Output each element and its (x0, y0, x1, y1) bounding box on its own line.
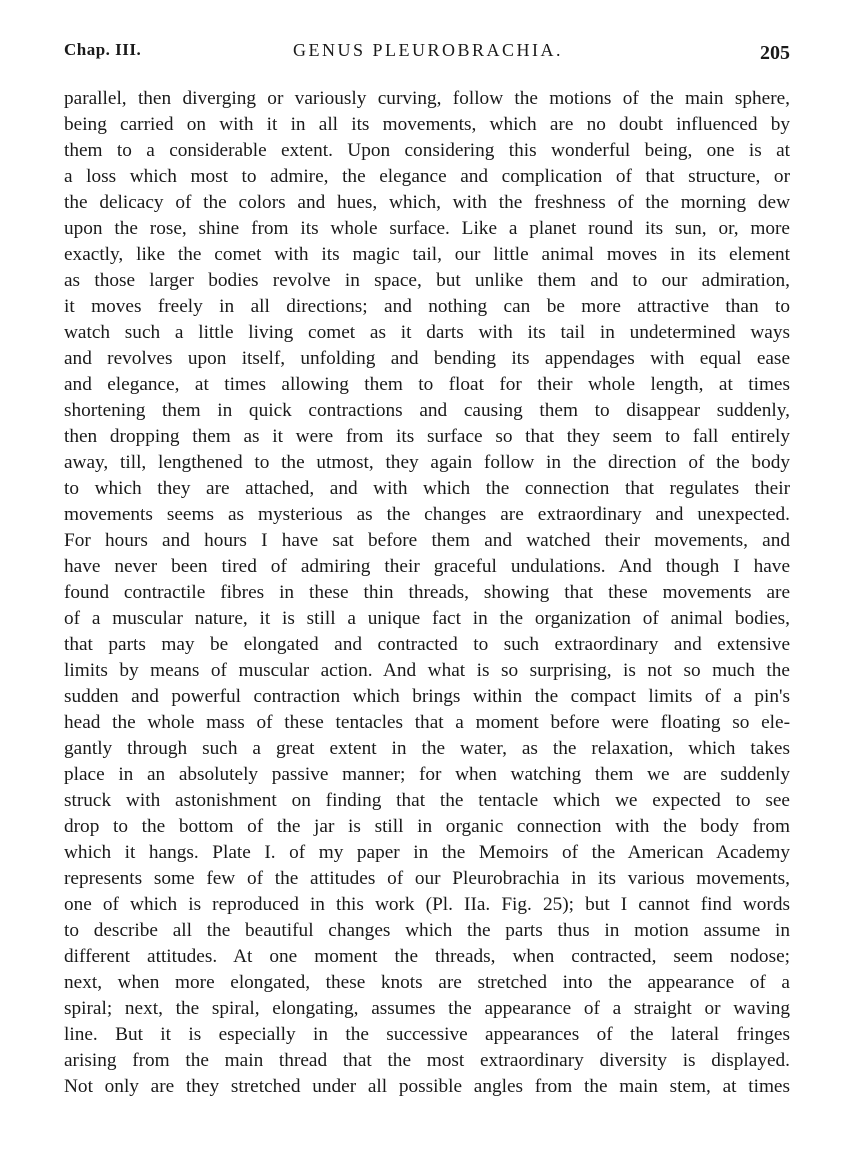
text-line: the delicacy of the colors and hues, which, with the freshness of the morning dew (64, 192, 790, 213)
body-text (64, 86, 790, 1100)
running-title: GENUS PLEUROBRACHIA. (292, 40, 564, 60)
text-line: shortening them in quick contractions and causing them to disappear suddenly, (64, 400, 790, 421)
text-line: spiral; next, the spiral, elongating, assumes the appearance of a straight or waving (64, 998, 790, 1019)
text-line: struck with astonishment on finding that the tentacle which we expected to see (64, 790, 790, 811)
text-line: drop to the bottom of the jar is still in organic connection with the body from (64, 816, 790, 837)
text-line: different attitudes. At one moment the threads, when contracted, seem nodose; (64, 946, 790, 967)
chapter-label: Chap. III. (64, 40, 142, 59)
text-line: it moves freely in all directions; and nothing can be more attractive than to (64, 296, 790, 317)
text-line: then dropping them as it were from its surface so that they seem to fall entirely (64, 426, 790, 447)
text-line: to describe all the beautiful changes which the parts thus in motion assume in (64, 920, 790, 941)
text-line: as those larger bodies revolve in space, but unlike them and to our admiration, (64, 270, 790, 291)
text-line: gantly through such a great extent in the water, as the relaxation, which takes (64, 738, 790, 759)
text-line: represents some few of the attitudes of our Pleurobrachia in its various movements, (64, 868, 790, 889)
text-line: next, when more elongated, these knots are stretched into the appearance of a (64, 972, 790, 993)
text-line: watch such a little living comet as it darts with its tail in undetermined ways (64, 322, 790, 343)
text-line: line. But it is especially in the successive appearances of the lateral fringes (64, 1024, 790, 1045)
text-line: that parts may be elongated and contracted to such extraordinary and extensive (64, 634, 790, 655)
text-line: place in an absolutely passive manner; for when watching them we are suddenly (64, 764, 790, 785)
text-line: which it hangs. Plate I. of my paper in the Memoirs of the American Academy (64, 842, 790, 863)
text-line: head the whole mass of these tentacles that a moment before were floating so ele- (64, 712, 790, 733)
page-number: 205 (760, 42, 790, 64)
text-line: For hours and hours I have sat before them and watched their movements, and (64, 530, 790, 551)
text-line: arising from the main thread that the most extraordinary diversity is displayed. (64, 1050, 790, 1071)
text-line: found contractile fibres in these thin threads, showing that these movements are (64, 582, 790, 603)
text-line: Not only are they stretched under all possible angles from the main stem, at times (64, 1076, 790, 1097)
text-line: of a muscular nature, it is still a unique fact in the organization of animal bodies, (64, 608, 790, 629)
text-line: sudden and powerful contraction which brings within the compact limits of a pin's (64, 686, 790, 707)
text-line: them to a considerable extent. Upon considering this wonderful being, one is at (64, 140, 790, 161)
text-line: upon the rose, shine from its whole surface. Like a planet round its sun, or, more (64, 218, 790, 239)
text-line: one of which is reproduced in this work (Pl. IIa. Fig. 25); but I cannot find words (64, 894, 790, 915)
text-line: away, till, lengthened to the utmost, they again follow in the direction of the body (64, 452, 790, 473)
text-line: a loss which most to admire, the elegance and complication of that structure, or (64, 166, 790, 187)
text-line: to which they are attached, and with which the connection that regulates their (64, 478, 790, 499)
running-header (64, 36, 792, 72)
text-line: being carried on with it in all its movements, which are no doubt influenced by (64, 114, 790, 135)
text-line: and elegance, at times allowing them to float for their whole length, at times (64, 374, 790, 395)
text-line: and revolves upon itself, unfolding and bending its appendages with equal ease (64, 348, 790, 369)
text-line: have never been tired of admiring their graceful undulations. And though I have (64, 556, 790, 577)
text-line: limits by means of muscular action. And what is so surprising, is not so much the (64, 660, 790, 681)
text-line: movements seems as mysterious as the changes are extraordinary and unexpected. (64, 504, 790, 525)
text-line: parallel, then diverging or variously curving, follow the motions of the main sphere, (64, 88, 790, 109)
text-line: exactly, like the comet with its magic tail, our little animal moves in its element (64, 244, 790, 265)
